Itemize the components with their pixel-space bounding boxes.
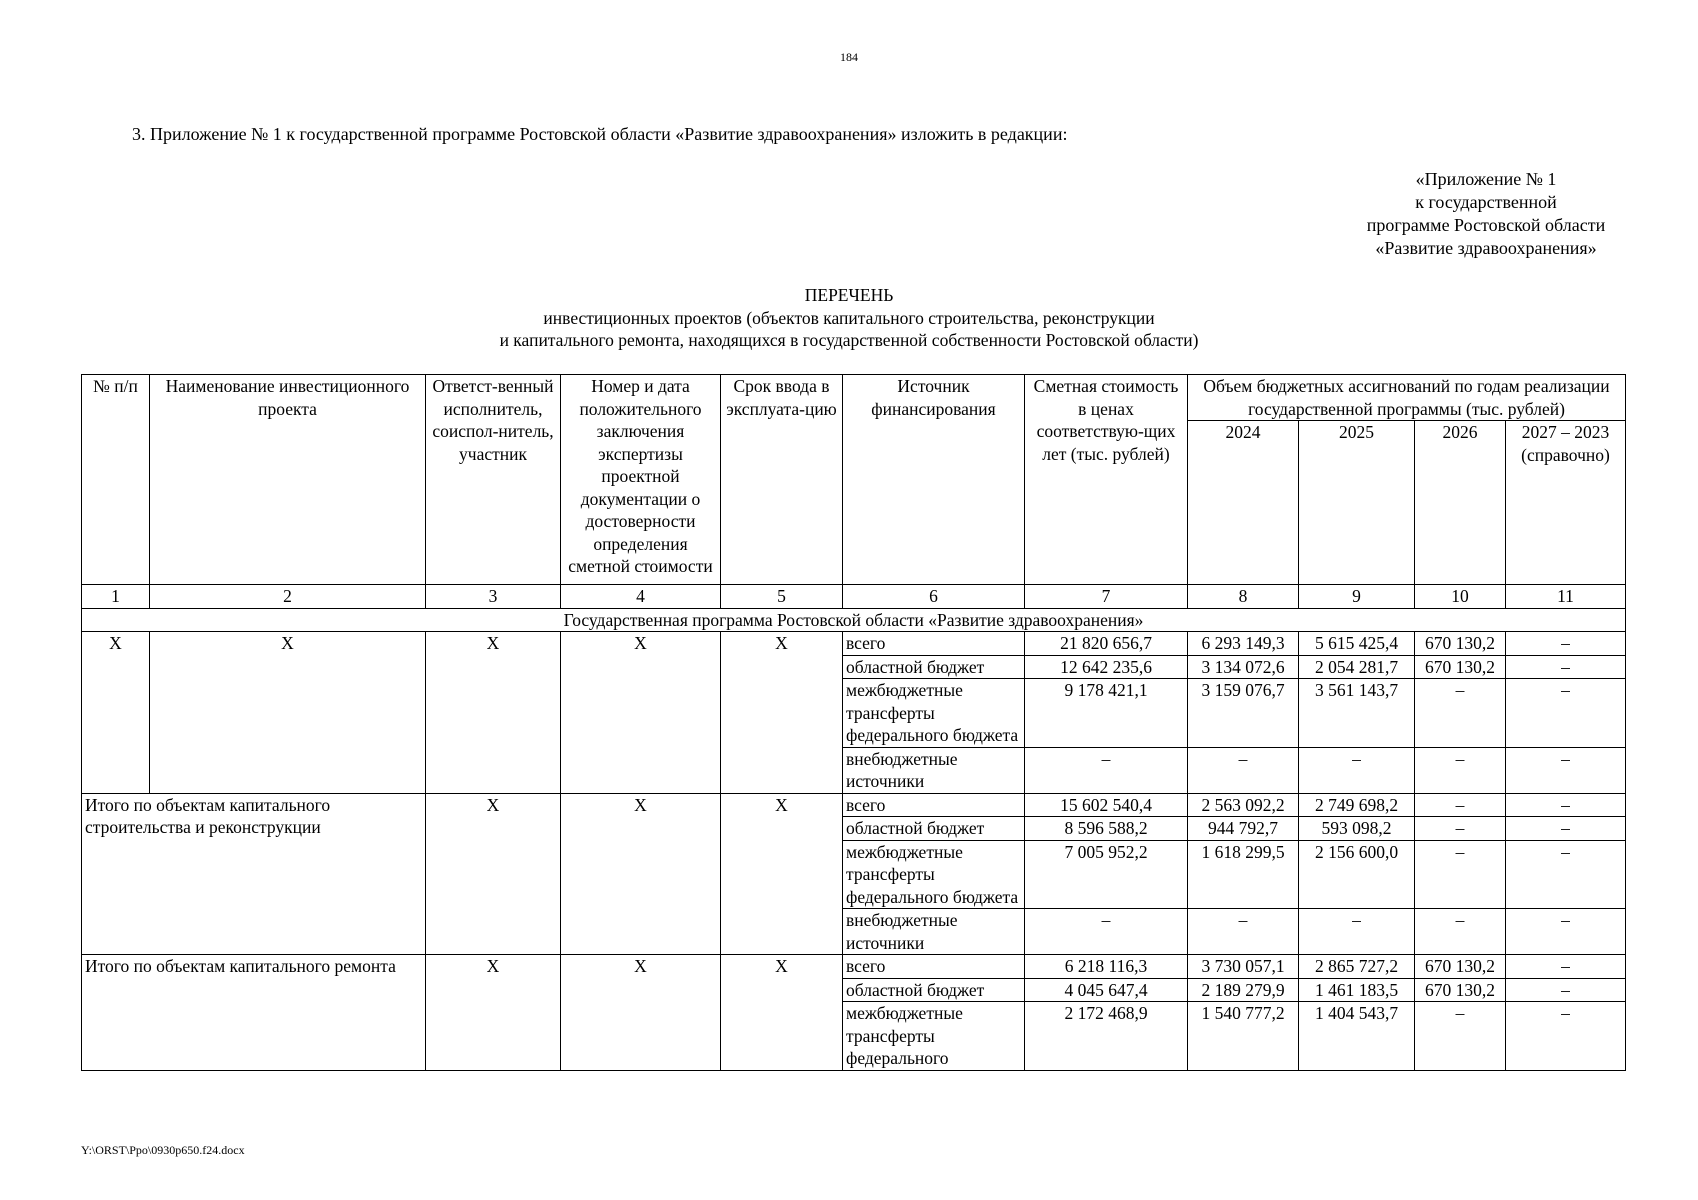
x-mark: X bbox=[561, 793, 721, 955]
value-cell: – bbox=[1025, 747, 1188, 793]
table-header-row bbox=[82, 375, 1626, 421]
value-cell: 15 602 540,4 bbox=[1025, 793, 1188, 817]
col-number: 6 bbox=[843, 585, 1025, 609]
value-cell: – bbox=[1506, 1002, 1626, 1071]
table-row bbox=[82, 793, 1626, 817]
value-cell: – bbox=[1299, 909, 1415, 955]
value-cell: 2 172 468,9 bbox=[1025, 1002, 1188, 1071]
value-cell: 8 596 588,2 bbox=[1025, 817, 1188, 841]
value-cell: 670 130,2 bbox=[1415, 632, 1506, 656]
value-cell: – bbox=[1188, 909, 1299, 955]
header-number: № п/п bbox=[82, 375, 150, 585]
header-project-name: Наименование инвестиционного проекта bbox=[150, 375, 426, 585]
header-expertise: Номер и дата положительного заключения экспертизы проектной документации о достоверности определения сметной стоимости bbox=[561, 375, 721, 585]
x-mark: X bbox=[721, 955, 843, 1071]
value-cell: 6 218 116,3 bbox=[1025, 955, 1188, 979]
value-cell: 1 618 299,5 bbox=[1188, 840, 1299, 909]
source-federal: межбюджетные трансферты федерального бюджета bbox=[843, 840, 1025, 909]
x-mark: X bbox=[426, 793, 561, 955]
appendix-line: программе Ростовской области bbox=[1366, 215, 1606, 235]
source-offbudget: внебюджетные источники bbox=[843, 747, 1025, 793]
x-mark: X bbox=[561, 955, 721, 1071]
x-mark: X bbox=[561, 632, 721, 794]
column-numbers-row bbox=[82, 585, 1626, 609]
value-cell: 3 561 143,7 bbox=[1299, 679, 1415, 748]
value-cell: 5 615 425,4 bbox=[1299, 632, 1415, 656]
col-number: 5 bbox=[721, 585, 843, 609]
value-cell: – bbox=[1188, 747, 1299, 793]
table-row bbox=[82, 632, 1626, 656]
source-federal: межбюджетные трансферты федерального bbox=[843, 1002, 1025, 1071]
program-title: Государственная программа Ростовской области «Развитие здравоохранения» bbox=[82, 608, 1626, 632]
value-cell: – bbox=[1415, 909, 1506, 955]
x-mark: X bbox=[426, 632, 561, 794]
source-regional: областной бюджет bbox=[843, 978, 1025, 1002]
x-mark: X bbox=[82, 632, 150, 794]
col-number: 10 bbox=[1415, 585, 1506, 609]
x-mark: X bbox=[721, 632, 843, 794]
header-year-2024: 2024 bbox=[1188, 421, 1299, 585]
col-number: 3 bbox=[426, 585, 561, 609]
page-number: 184 bbox=[840, 50, 858, 64]
value-cell: – bbox=[1506, 793, 1626, 817]
header-funding-source: Источник финансирования bbox=[843, 375, 1025, 585]
value-cell: 6 293 149,3 bbox=[1188, 632, 1299, 656]
col-number: 11 bbox=[1506, 585, 1626, 609]
header-budget-allocations: Объем бюджетных ассигнований по годам реализации государственной программы (тыс. рублей) bbox=[1188, 375, 1626, 421]
col-number: 2 bbox=[150, 585, 426, 609]
col-number: 8 bbox=[1188, 585, 1299, 609]
header-estimated-cost: Сметная стоимость в ценах соответствую-щих лет (тыс. рублей) bbox=[1025, 375, 1188, 585]
value-cell: 7 005 952,2 bbox=[1025, 840, 1188, 909]
source-total: всего bbox=[843, 793, 1025, 817]
col-number: 7 bbox=[1025, 585, 1188, 609]
document-heading bbox=[0, 284, 1698, 352]
value-cell: – bbox=[1415, 793, 1506, 817]
value-cell: – bbox=[1415, 817, 1506, 841]
col-number: 4 bbox=[561, 585, 721, 609]
value-cell: – bbox=[1506, 632, 1626, 656]
value-cell: 944 792,7 bbox=[1188, 817, 1299, 841]
source-offbudget: внебюджетные источники bbox=[843, 909, 1025, 955]
source-federal: межбюджетные трансферты федерального бюджета bbox=[843, 679, 1025, 748]
construction-total-label: Итого по объектам капитального строительства и реконструкции bbox=[82, 793, 426, 955]
value-cell: 3 134 072,6 bbox=[1188, 655, 1299, 679]
header-year-2027: 2027 – 2023 (справочно) bbox=[1506, 421, 1626, 585]
value-cell: – bbox=[1415, 747, 1506, 793]
appendix-block bbox=[1336, 168, 1636, 260]
table-row bbox=[82, 955, 1626, 979]
heading-subtitle-line: и капитального ремонта, находящихся в государственной собственности Ростовской области) bbox=[499, 330, 1199, 350]
value-cell: – bbox=[1506, 955, 1626, 979]
value-cell: – bbox=[1506, 817, 1626, 841]
header-year-2025: 2025 bbox=[1299, 421, 1415, 585]
value-cell: 670 130,2 bbox=[1415, 655, 1506, 679]
value-cell: – bbox=[1506, 747, 1626, 793]
value-cell: 9 178 421,1 bbox=[1025, 679, 1188, 748]
value-cell: 670 130,2 bbox=[1415, 955, 1506, 979]
investment-projects-table bbox=[81, 374, 1626, 1071]
value-cell: – bbox=[1506, 909, 1626, 955]
value-cell: 2 749 698,2 bbox=[1299, 793, 1415, 817]
repair-total-label: Итого по объектам капитального ремонта bbox=[82, 955, 426, 1071]
col-number: 9 bbox=[1299, 585, 1415, 609]
file-path-footer: Y:\ORST\Ppo\0930p650.f24.docx bbox=[81, 1143, 245, 1157]
source-total: всего bbox=[843, 632, 1025, 656]
value-cell: – bbox=[1299, 747, 1415, 793]
col-number: 1 bbox=[82, 585, 150, 609]
appendix-line: к государственной bbox=[1415, 192, 1557, 212]
value-cell: 3 730 057,1 bbox=[1188, 955, 1299, 979]
header-executor: Ответст-венный исполнитель, соиспол-нитель, участник bbox=[426, 375, 561, 585]
value-cell: 4 045 647,4 bbox=[1025, 978, 1188, 1002]
source-regional: областной бюджет bbox=[843, 817, 1025, 841]
x-mark: X bbox=[426, 955, 561, 1071]
value-cell: 2 054 281,7 bbox=[1299, 655, 1415, 679]
appendix-line: «Приложение № 1 bbox=[1415, 169, 1557, 189]
heading-title: ПЕРЕЧЕНЬ bbox=[804, 285, 894, 305]
value-cell: – bbox=[1025, 909, 1188, 955]
value-cell: 593 098,2 bbox=[1299, 817, 1415, 841]
value-cell: 2 189 279,9 bbox=[1188, 978, 1299, 1002]
heading-subtitle-line: инвестиционных проектов (объектов капитального строительства, реконструкции bbox=[543, 307, 1155, 328]
source-regional: областной бюджет bbox=[843, 655, 1025, 679]
value-cell: – bbox=[1415, 840, 1506, 909]
value-cell: – bbox=[1415, 1002, 1506, 1071]
source-total: всего bbox=[843, 955, 1025, 979]
appendix-line: «Развитие здравоохранения» bbox=[1375, 238, 1597, 258]
intro-paragraph: 3. Приложение № 1 к государственной программе Ростовской области «Развитие здравоохранения» изложить в редакции: bbox=[132, 124, 1068, 144]
value-cell: 1 461 183,5 bbox=[1299, 978, 1415, 1002]
header-year-2026: 2026 bbox=[1415, 421, 1506, 585]
value-cell: 670 130,2 bbox=[1415, 978, 1506, 1002]
value-cell: 1 540 777,2 bbox=[1188, 1002, 1299, 1071]
value-cell: 2 563 092,2 bbox=[1188, 793, 1299, 817]
value-cell: 12 642 235,6 bbox=[1025, 655, 1188, 679]
value-cell: 2 865 727,2 bbox=[1299, 955, 1415, 979]
value-cell: – bbox=[1506, 655, 1626, 679]
value-cell: – bbox=[1506, 978, 1626, 1002]
program-title-row bbox=[82, 608, 1626, 632]
value-cell: 2 156 600,0 bbox=[1299, 840, 1415, 909]
value-cell: 1 404 543,7 bbox=[1299, 1002, 1415, 1071]
value-cell: 3 159 076,7 bbox=[1188, 679, 1299, 748]
value-cell: – bbox=[1506, 679, 1626, 748]
header-commission-date: Срок ввода в эксплуата-цию bbox=[721, 375, 843, 585]
value-cell: 21 820 656,7 bbox=[1025, 632, 1188, 656]
value-cell: – bbox=[1415, 679, 1506, 748]
x-mark: X bbox=[150, 632, 426, 794]
x-mark: X bbox=[721, 793, 843, 955]
value-cell: – bbox=[1506, 840, 1626, 909]
